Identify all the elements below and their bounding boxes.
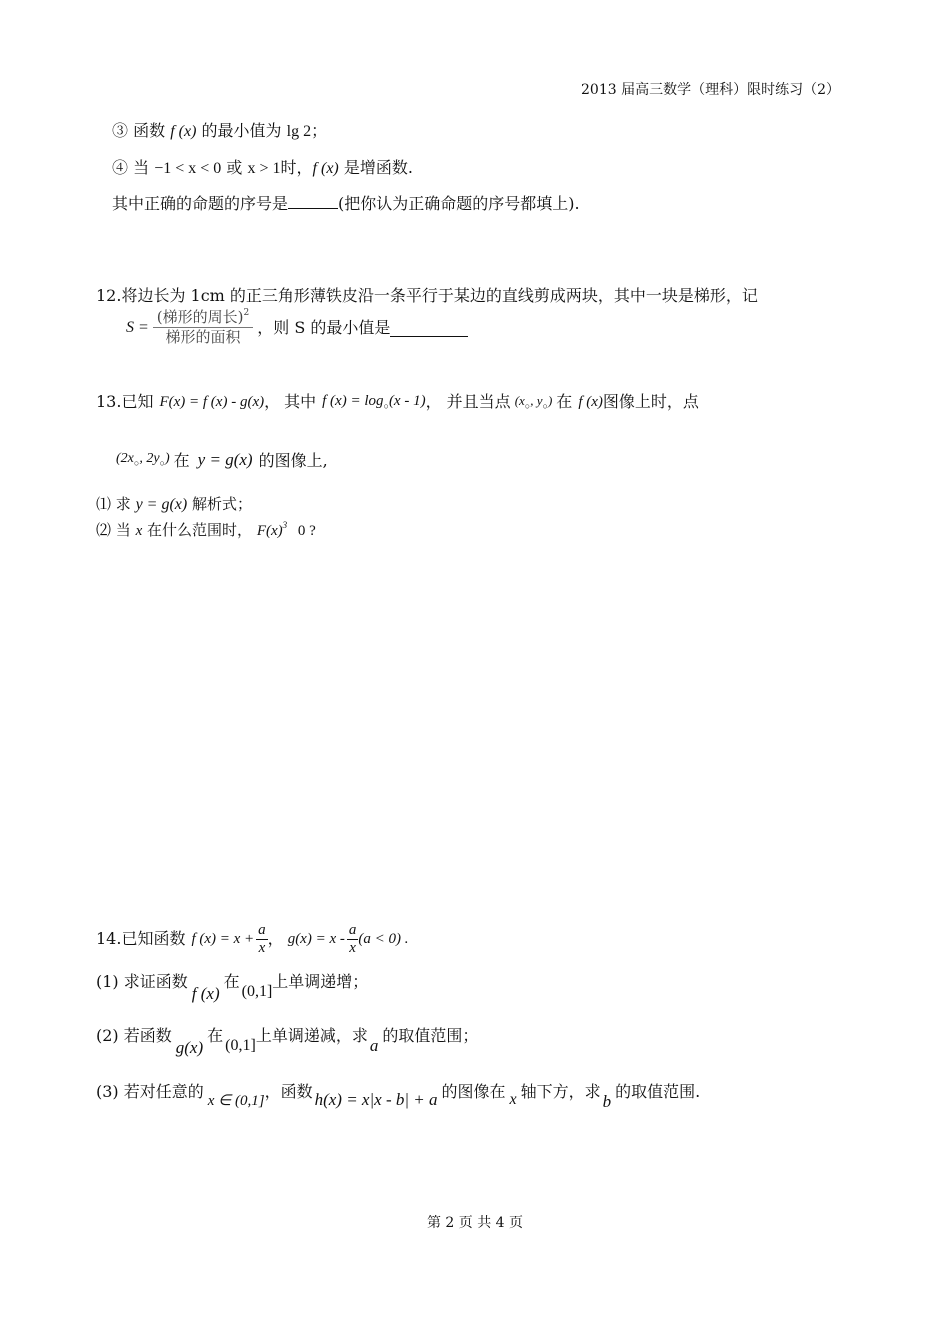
q14-part1-tail: 上单调递增； [272, 972, 369, 991]
q13-part1-label: ⑴ 求 [96, 495, 131, 513]
q11-item4-fx: f (x) [312, 160, 339, 177]
q12-s-lhs: S = [126, 318, 149, 336]
q11-item3-mid: 的最小值为 [201, 121, 282, 140]
q11-item3-value: lg 2； [286, 123, 328, 140]
q11-answer-prefix: 其中正确的命题的序号是 [112, 194, 289, 213]
q13-line-2 [116, 450, 328, 470]
q13-graph-tail-2: 的图像上, [258, 450, 328, 470]
q14-part2-interval: (0,1] [225, 1037, 256, 1054]
q14-part2-label: (2) 若函数 [96, 1026, 172, 1045]
q13-part2-mid: 在什么范围时， [147, 521, 253, 539]
q13-on: 在 [556, 392, 573, 412]
q13-part-1 [96, 495, 252, 514]
circled-3-marker: ③ [112, 121, 129, 140]
q14-part2-gx: g(x) [175, 1038, 204, 1057]
q14-part2-mid: 上单调递减，求 [255, 1026, 368, 1045]
q14-part3-label: (3) 若对任意的 [96, 1082, 204, 1101]
q11-answer-blank[interactable] [288, 208, 338, 209]
q14-part2-on: 在 [207, 1026, 224, 1045]
q14-part1-interval: (0,1] [241, 983, 273, 1000]
q12-fraction-numerator: (梯形的周长)$^2$ [153, 308, 253, 328]
q13-line-1 [96, 392, 699, 412]
q13-part1-tail: 解析式； [192, 495, 253, 513]
q14-part-3 [96, 1082, 700, 1112]
q14-part-1 [96, 972, 368, 1004]
q13-g-graph: y = g(x) [197, 450, 253, 469]
q13-F-def: F(x) = f (x) - g(x) [159, 393, 265, 410]
q11-item-4 [112, 158, 413, 178]
q11-item-3 [112, 121, 327, 141]
q14-part2-tail: 的取值范围； [382, 1026, 479, 1045]
q14-g-cond: (a < 0) . [358, 931, 409, 947]
q13-intro: 13.已知 [96, 392, 154, 412]
q11-item3-fx: f (x) [170, 123, 197, 140]
q14-intro: 14.已知函数 [96, 929, 186, 949]
q11-item4-cond2: x > 1 [247, 160, 281, 177]
q12-formula-line [126, 308, 468, 347]
q14-f-def: f (x) = x + [191, 931, 255, 947]
q11-item4-mid: 时， [280, 158, 313, 177]
q13-part-2 [96, 520, 316, 540]
q14-part3-b: b [602, 1092, 612, 1111]
page-header-title: 2013 届高三数学（理科）限时练习（2） [581, 82, 840, 98]
q14-part-2 [96, 1026, 478, 1058]
q13-part2-tail: 0 ? [297, 523, 316, 539]
q13-graph-tail: 图像上时，点 [602, 392, 699, 412]
q14-part3-mid3: 轴下方，求 [520, 1082, 601, 1101]
q11-answer-line [112, 194, 580, 213]
q11-item4-suffix: 是增函数. [343, 158, 413, 177]
q14-intro-line [96, 922, 409, 956]
q14-part3-mid: ，函数 [264, 1082, 313, 1101]
q12-answer-blank[interactable] [390, 320, 468, 337]
q12-statement: 12.将边长为 1cm 的正三角形薄铁皮沿一条平行于某边的直线剪成两块，其中一块是梯形，记 [96, 286, 758, 305]
q12-fraction-denominator: 梯形的面积 [165, 327, 241, 346]
q13-where: 其中 [284, 392, 317, 412]
q13-f-def: f $(x) = \log_○(x - 1)$ [322, 393, 426, 411]
q13-point-2: ($2x_○$, $2y_○$) [116, 451, 170, 469]
q14-part1-fx: f (x) [191, 984, 220, 1003]
q14-part3-cond: x ∈ (0,1] [207, 1093, 265, 1109]
q11-item4-prefix: 当 [133, 158, 150, 177]
q14-part3-tail: 的取值范围. [615, 1082, 701, 1101]
q13-part2-expr: $F(x)^3$ [256, 520, 288, 539]
q13-point: ($x_○$, $y_○$) [514, 392, 553, 411]
page-footer: 第 2 页 共 4 页 [426, 1215, 524, 1231]
q13-f-graph: f (x) [578, 393, 603, 410]
q14-part1-on: 在 [223, 972, 240, 991]
q14-sep: ， [267, 929, 284, 949]
q11-item3-prefix: 函数 [133, 121, 166, 140]
q13-comma: ， [264, 392, 281, 412]
q13-on-2: 在 [173, 450, 190, 470]
q11-item4-cond1: −1 < x < 0 [154, 160, 222, 177]
q11-answer-suffix: (把你认为正确命题的序号都填上). [338, 194, 580, 213]
q14-g-def: g(x) = x - [287, 931, 345, 947]
circled-4-marker: ④ [112, 158, 129, 177]
q14-part3-mid2: 的图像在 [441, 1082, 506, 1101]
q11-item4-or: 或 [226, 158, 243, 177]
q14-f-fraction: $\frac{a}{x}$ [258, 922, 266, 956]
q14-part3-x: x [509, 1091, 517, 1108]
q13-part1-expr: y = g(x) [135, 496, 188, 513]
q14-part1-label: (1) 求证函数 [96, 972, 188, 991]
q12-fraction [153, 308, 253, 347]
q13-part2-x: x [135, 523, 143, 539]
q14-part2-a: a [369, 1036, 379, 1055]
q13-and-when: ， 并且当点 [425, 392, 511, 412]
q14-part3-h: h(x) = x|x - b| + a [314, 1090, 438, 1109]
q14-g-fraction: $\frac{a}{x}$ [348, 922, 357, 956]
q12-tail: ，则 S 的最小值是 [257, 317, 391, 337]
q13-part2-label: ⑵ 当 [96, 521, 131, 539]
